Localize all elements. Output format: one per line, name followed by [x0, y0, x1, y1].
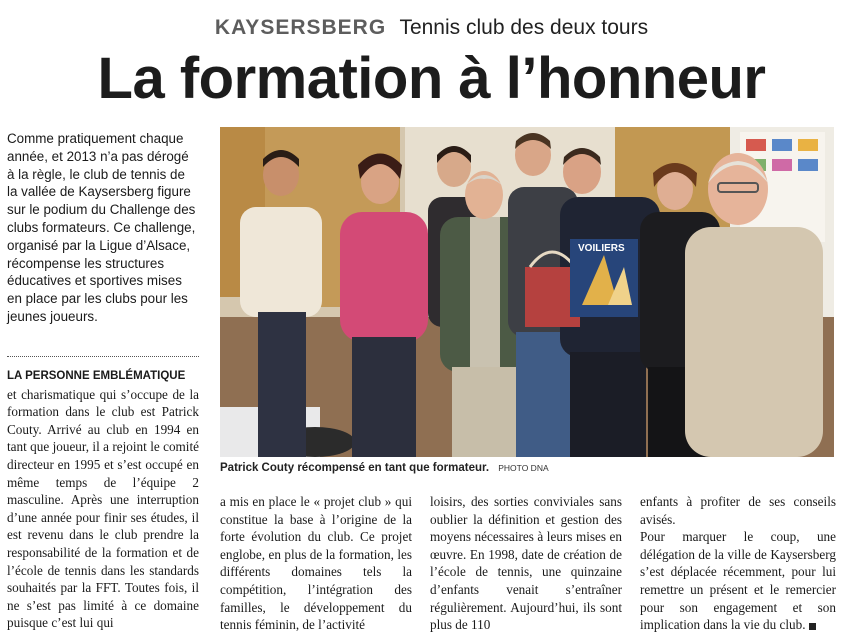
group-photo — [220, 127, 834, 457]
article-column-2 — [220, 493, 412, 634]
article-column-3 — [430, 493, 622, 634]
intro-text: Comme pratiquement chaque année, et 2013 n’a pas dérogé à la règle, le club de tennis de la vallée de Kaysersberg figure sur le podium du Challenge des clubs formateurs. Ce challenge, organisé par la Ligue d’Alsace, récompense les structures éducatives et sportives mises en place par les clubs pour les jeunes joueurs. — [7, 131, 196, 324]
intro-column — [7, 130, 199, 326]
article-column-4 — [640, 493, 836, 634]
headline: La formation à l’honneur — [97, 46, 766, 111]
kicker — [0, 14, 863, 41]
photo-caption — [220, 460, 834, 476]
photo-credit: PHOTO DNA — [498, 463, 549, 473]
column-3-text: loisirs, des sorties conviviales sans oublier la définition et gestion des moyens nécessaires à leurs mises en œuvre. En 1998, date de création de l’école de tennis, une quinzaine d’enfants venait s’entraîner régulièrement. Aujourd’hui, ils sont plus de 110 — [430, 494, 622, 633]
lead-text: et charismatique qui s’occupe de la formation dans le club est Patrick Couty. Arrivé au club en 1994 en tant que joueur, il a rejoint le comité directeur en 1995 et s’est occupé en même temps de l’équipe 2 masculine. Après une interruption d’une année pour finir ses études, il est revenu dans le club prendre la responsabilité de la formation et de l’école de tennis dans les standards souhaités par la FFT. Toutes fois, il ne s’est pas limité à ce domaine puisque c’est lui qui — [7, 386, 199, 631]
lead-caps: LA PERSONNE EMBLÉMATIQUE — [7, 370, 186, 382]
kicker-topic: Tennis club des deux tours — [399, 16, 649, 39]
article-column-1 — [7, 366, 199, 632]
kicker-place: KAYSERSBERG — [214, 16, 387, 39]
end-mark — [809, 623, 816, 630]
column-separator — [7, 356, 199, 357]
column-4-text-2: Pour marquer le coup, une délégation de la ville de Kaysersberg s’est déplacée récemment, pour lui remettre un présent et le remercier pour son engagement et son implication dans la vie du club. — [640, 529, 836, 633]
book-title: VOILIERS — [578, 243, 625, 254]
column-2-text: a mis en place le « projet club » qui constitue la base à l’origine de la forte évolution du club. Ce projet englobe, en plus de la formation, les différents domaines tels la compétition, l’intégration des familles, le développement du tennis féminin, de l’activité — [220, 494, 412, 633]
column-4-text-1: enfants à profiter de ses conseils avisés. — [640, 494, 836, 527]
caption-text: Patrick Couty récompensé en tant que formateur. — [220, 462, 490, 474]
